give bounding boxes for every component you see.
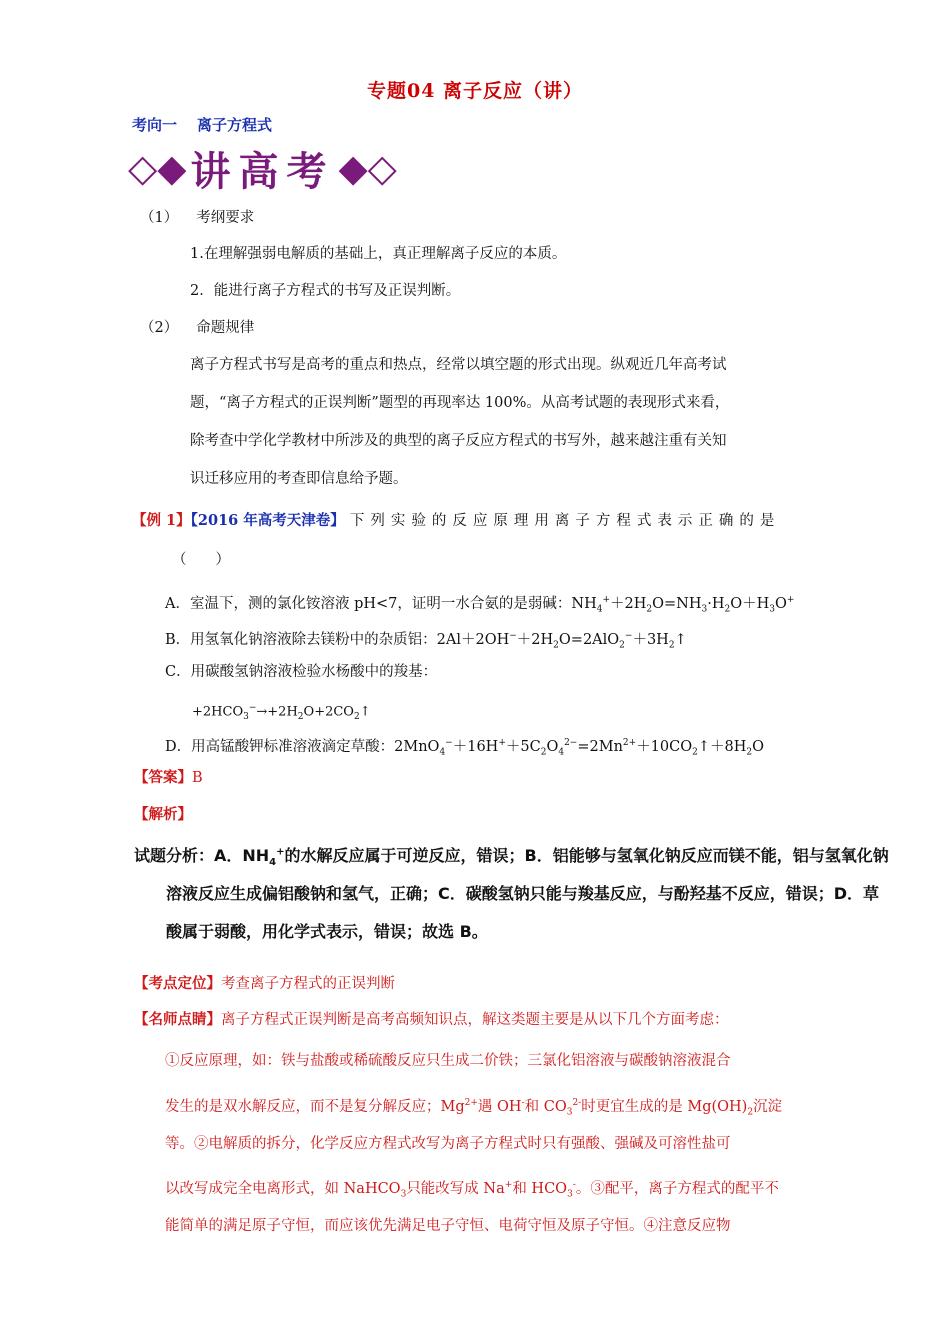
requirement-1: 1.在理解强弱电解质的基础上，真正理解离子反应的本质。 (190, 246, 567, 262)
answer: 【答案】B (134, 769, 203, 786)
section-heading (132, 114, 272, 135)
tip-line-2: 发生的是双水解反应，而不是复分解反应；$Mg^{2+}$遇 OH-和 $CO_3^{2-}$时更宜生成的是 $Mg(OH)_2$沉淀 (165, 1098, 783, 1118)
example-question (132, 511, 780, 531)
example-source: 【2016 年高考天津卷】 (190, 512, 345, 529)
analysis-line-1: 试题分析：A．$NH_4^+$的水解反应属于可逆反应，错误；B．铝能够与氢氧化钠反应而镁不能，铝与氢氧化钠 (134, 846, 889, 869)
example-paren: （ ） (172, 552, 230, 568)
rule-line: 除考查中学化学教材中所涉及的典型的离子反应方程式的书写外，越来越注重有关知 (190, 433, 727, 449)
option-c: C．用碳酸氢钠溶液检验水杨酸中的羧基： (165, 664, 438, 680)
example-label: 【例 1】 (132, 512, 191, 529)
rule-line: 识迁移应用的考查即信息给予题。 (190, 471, 408, 487)
diamond-icons-right: ◆◇ (338, 146, 397, 190)
rule-line: 题，“离子方程式的正误判断”题型的再现率达 100%。从高考试题的表现形式来看， (190, 395, 730, 411)
tip-line-5: 能简单的满足原子守恒，而应该优先满足电子守恒、电荷守恒及原子守恒。④注意反应物 (165, 1218, 731, 1234)
tip-line-1: ①反应原理，如：铁与盐酸或稀硫酸反应只生成二价铁；三氯化铝溶液与碳酸钠溶液混合 (165, 1053, 731, 1069)
mingshi: 【名师点睛】离子方程式正误判断是高考高频知识点，解这类题主要是从以下几个方面考虑： (134, 1011, 729, 1028)
diamond-icons-left: ◇◆ (128, 146, 187, 190)
section-label: 考向一 (132, 116, 178, 134)
outline-item-2: （2） 命题规律 (140, 320, 255, 336)
option-a: A．室温下，测的氯化铵溶液 pH<7，证明一水合氨的是弱碱：$NH_4^++2H_2O=NH_3\cdot H_2O+H_3O^+$ (165, 595, 795, 615)
page-title: 专题04 离子反应（讲） (366, 80, 584, 102)
option-b: B．用氢氧化钠溶液除去镁粉中的杂质铝：$2Al+2OH^-+2H_2O=2AlO_2^-+3H_2↑$ (165, 631, 687, 651)
option-c-equation: $+2HCO_3^-\to+2H_2O+2CO_2↑$ (192, 703, 371, 722)
analysis-line-2: 溶液反应生成偏铝酸钠和氢气，正确；C．碳酸氢钠只能与羧基反应，与酚羟基不反应，错误；D．草 (166, 884, 880, 903)
outline-item-1: （1） 考纲要求 (140, 210, 255, 226)
rule-line: 离子方程式书写是高考的重点和热点，经常以填空题的形式出现。纵观近几年高考试 (190, 357, 727, 373)
analysis-line-3: 酸属于弱酸，用化学式表示，错误；故选 B。 (166, 922, 488, 941)
kaodian: 【考点定位】考查离子方程式的正误判断 (134, 975, 395, 992)
section-name: 离子方程式 (197, 116, 273, 134)
example-question-text: 下列实验的反应原理用离子方程式表示正确的是 (349, 513, 781, 529)
requirement-2: 2．能进行离子方程式的书写及正误判断。 (190, 283, 461, 299)
tip-line-4: 以改写成完全电离形式，如 NaHCO$_3$只能改写成 Na+和 $HCO_3^-$。③配平，离子方程式的配平不 (165, 1180, 779, 1200)
analysis-label: 【解析】 (134, 806, 192, 823)
tip-line-3: 等。②电解质的拆分，化学反应方程式改写为离子方程式时只有强酸、强碱及可溶性盐可 (165, 1136, 731, 1152)
banner-text: 讲高考 (190, 147, 335, 195)
option-d: D．用高锰酸钾标准溶液滴定草酸：$2MnO_4^-+16H^++5C_2O_4^{2-}=2Mn^{2+}+10CO_2↑+8H_2O$ (165, 738, 765, 758)
banner (128, 140, 397, 196)
